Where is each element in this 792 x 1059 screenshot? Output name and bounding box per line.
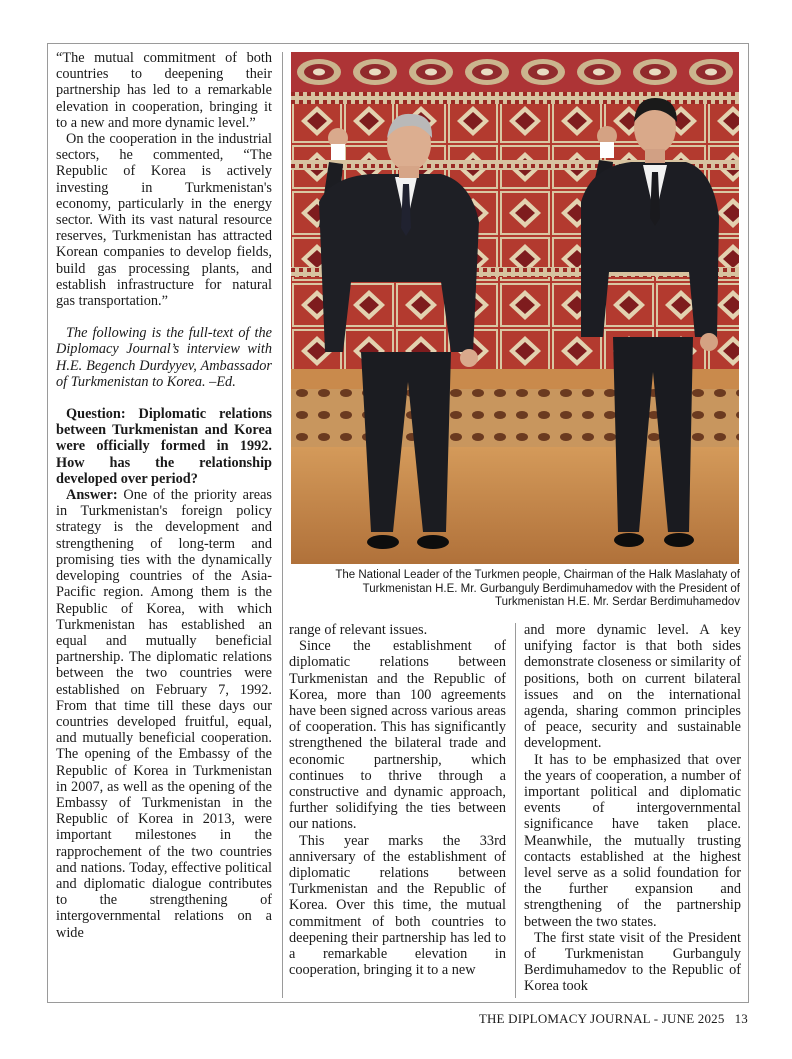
column-divider-1 bbox=[282, 52, 283, 998]
col2-paragraph: Since the establishment of diplomatic relations between Turkmenistan and the Republic of Korea, more than 100 agreements have been signed across various areas of cooperation. This has significantly strengthened the bilateral trade and economic partnership, which continues to thrive through a constructive and dynamic approach, further solidifying the ties between our nations. bbox=[289, 638, 506, 833]
answer-label: Answer: bbox=[66, 487, 118, 504]
leaders-photo bbox=[291, 52, 739, 564]
page-footer bbox=[479, 1011, 748, 1027]
article-column-3 bbox=[524, 622, 741, 995]
column-divider-2 bbox=[515, 623, 516, 998]
col2-paragraph: range of relevant issues. bbox=[289, 622, 428, 638]
quote-paragraph: “The mutual commitment of both countries to deepening their partnership has led to a remarkable elevation in cooperation, bringing it to a new and more dynamic level.” bbox=[56, 50, 272, 131]
editor-intro: The following is the full-text of the Diplomacy Journal’s interview with H.E. Begench Durdyyev, Ambassador of Turkmenistan to Korea. –Ed. bbox=[56, 325, 272, 390]
photo-caption: The National Leader of the Turkmen people, Chairman of the Halk Maslahaty of Turkmenistan H.E. Mr. Gurbanguly Berdimuhamedov with the President of Turkmenistan H.E. Mr. Serdar Berdimuhamedov bbox=[335, 569, 740, 608]
article-column-2 bbox=[289, 622, 506, 978]
industry-paragraph: On the cooperation in the industrial sectors, he commented, “The Republic of Korea is actively investing in Turkmenistan's economy, particularly in the energy sector. With its vast natural resource reserves, Turkmenistan has attracted Korean companies to develop fields, build gas processing plants, and establish infrastructure for natural gas transportation.” bbox=[56, 131, 272, 310]
interview-answer bbox=[56, 487, 272, 941]
page-number: 13 bbox=[734, 1011, 748, 1026]
interview-question: Question: Diplomatic relations between Turkmenistan and Korea were officially formed in 1992. How has the relationship developed over period? bbox=[56, 406, 272, 487]
article-column-1 bbox=[56, 50, 272, 941]
col3-paragraph: and more dynamic level. A key unifying factor is that both sides demonstrate closeness or similarity of positions, both on current bilateral issues and on the international agenda, sharing common principles of peace, security and sustainable development. bbox=[524, 622, 741, 752]
col3-paragraph: The first state visit of the President of Turkmenistan Gurbanguly Berdimuhamedov to the Republic of Korea took bbox=[524, 929, 741, 995]
photo-illustration bbox=[291, 52, 739, 564]
journal-title: THE DIPLOMACY JOURNAL - JUNE 2025 bbox=[478, 1011, 725, 1026]
col2-paragraph: This year marks the 33rd anniversary of the establishment of diplomatic relations between Turkmenistan and the Republic of Korea. Over this time, the mutual commitment of both countries to deepening their partnership has led to a remarkable elevation in cooperation, bringing it to a new bbox=[289, 832, 506, 979]
col3-paragraph: It has to be emphasized that over the years of cooperation, a number of important political and diplomatic events of intergovernmental significance have taken place. Meanwhile, the mutually trusting contacts established at the highest level serve as a solid foundation for the further expansion and strengthening of the partnership between the two states. bbox=[524, 751, 741, 930]
answer-text: One of the priority areas in Turkmenistan's foreign policy strategy is the development and strengthening of long-term and promising ties with the dynamically developing countries of the Asia-Pacific region. Among them is the Republic of Korea, with which Turkmenistan has established an equal and mutually beneficial partnership. The diplomatic relations between the two countries were established on February 7, 1992. From that time till these days our countries developed fruitful, equal, and mutually beneficial cooperation. The opening of the Embassy of the Republic of Korea in Turkmenistan in 2007, as well as the opening of the Embassy of Turkmenistan in the Republic of Korea in 2013, were important milestones in the rapprochement of the two countries and nations. Today, effective political and diplomatic dialogue contributes to the strengthening of intergovernmental relations on a wide bbox=[56, 487, 272, 941]
